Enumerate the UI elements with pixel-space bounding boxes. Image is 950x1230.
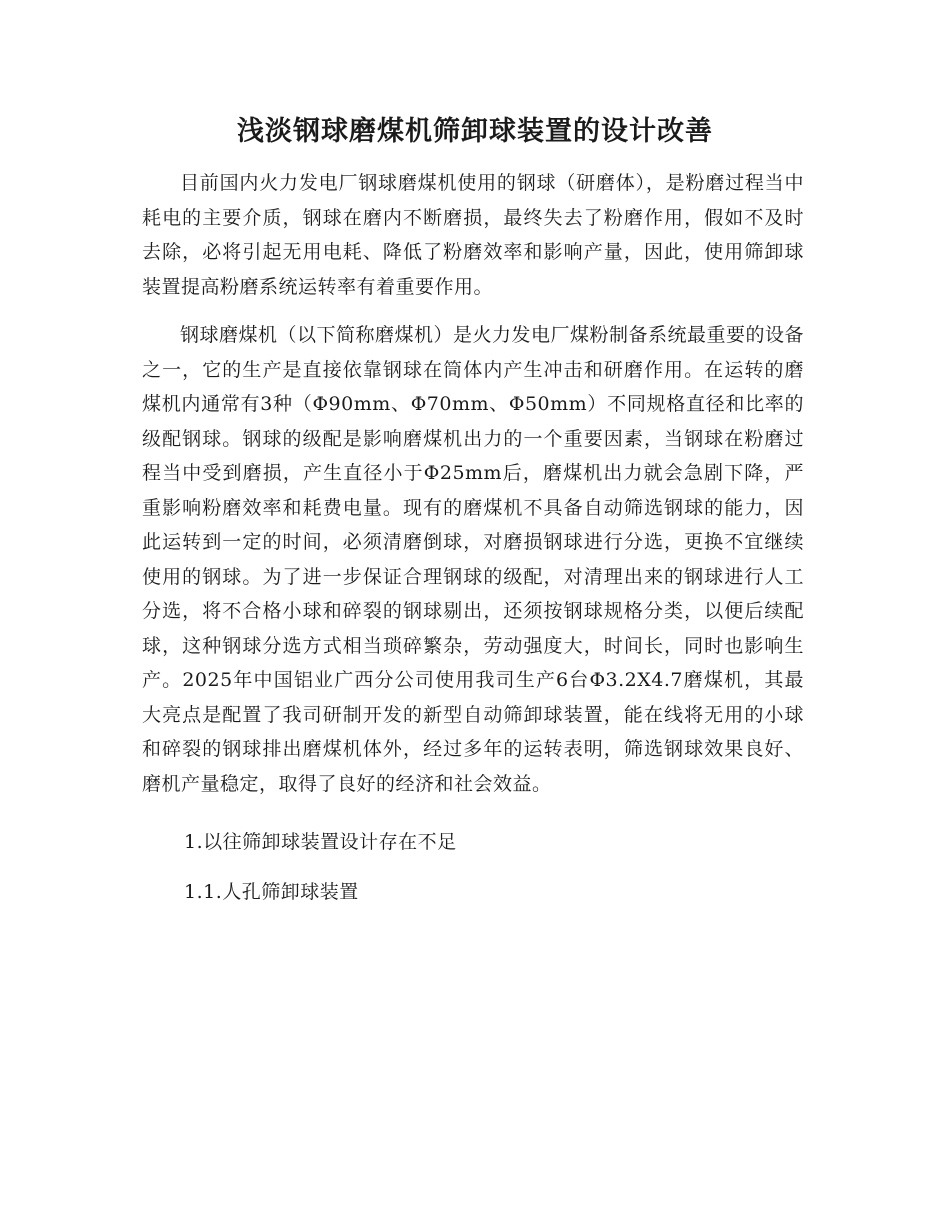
subsection-heading-1-1: 1.1.人孔筛卸球装置 xyxy=(184,881,359,903)
paragraph-main: 钢球磨煤机（以下简称磨煤机）是火力发电厂煤粉制备系统最重要的设备之一，它的生产是直接依靠钢球在筒体内产生冲击和研磨作用。在运转的磨煤机内通常有3种（Φ90mm、Φ70mm、Φ50mm）不同规格直径和比率的级配钢球。钢球的级配是影响磨煤机出力的一个重要因素，当钢球在粉磨过程当中受到磨损，产生直径小于Φ25mm后，磨煤机出力就会急剧下降，严重影响粉磨效率和耗费电量。现有的磨煤机不具备自动筛选钢球的能力，因此运转到一定的时间，必须清磨倒球，对磨损钢球进行分选，更换不宜继续使用的钢球。为了进一步保证合理钢球的级配，对清理出来的钢球进行人工分选，将不合格小球和碎裂的钢球剔出，还须按钢球规格分类，以便后续配球，这种钢球分选方式相当琐碎繁杂，劳动强度大，时间长，同时也影响生产。2025年中国铝业广西分公司使用我司生产6台Φ3.2X4.7磨煤机，其最大亮点是配置了我司研制开发的新型自动筛卸球装置，能在线将无用的小球和碎裂的钢球排出磨煤机体外，经过多年的运转表明，筛选钢球效果良好、磨机产量稳定，取得了良好的经济和社会效益。 xyxy=(142,324,805,795)
paragraph-intro: 目前国内火力发电厂钢球磨煤机使用的钢球（研磨体），是粉磨过程当中耗电的主要介质，钢球在磨内不断磨损，最终失去了粉磨作用，假如不及时去除，必将引起无用电耗、降低了粉磨效率和影响产量，因此，使用筛卸球装置提高粉磨系统运转率有着重要作用。 xyxy=(142,172,804,298)
document-title: 浅淡钢球磨煤机筛卸球装置的设计改善 xyxy=(237,116,713,147)
section-heading-1: 1.以往筛卸球装置设计存在不足 xyxy=(184,831,457,853)
document-body xyxy=(142,166,804,909)
